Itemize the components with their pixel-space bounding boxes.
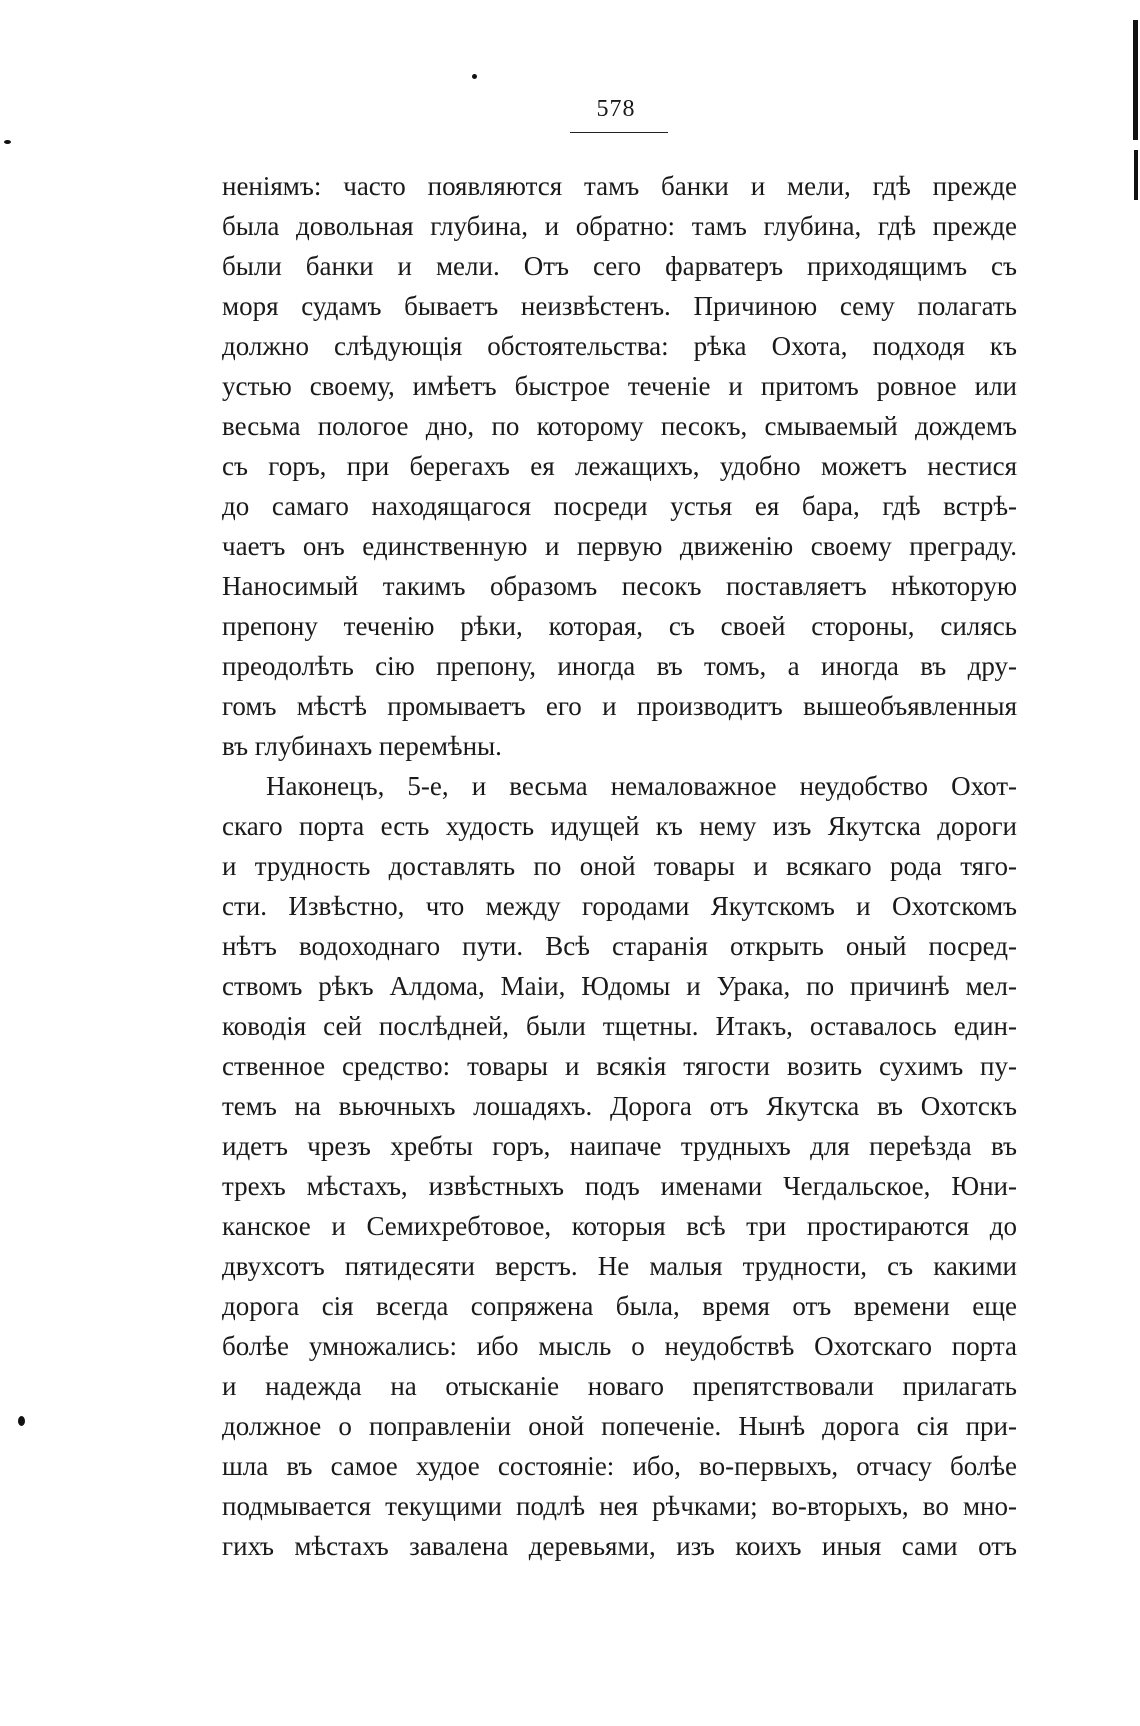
- text-line: были банки и мели. Отъ сего фарватеръ приходящимъ съ: [222, 251, 1017, 281]
- text-line: гихъ мѣстахъ завалена деревьями, изъ коихъ иныя сами отъ: [222, 1531, 1017, 1561]
- text-line: трехъ мѣстахъ, извѣстныхъ подъ именами Чегдальское, Юни-: [222, 1171, 1017, 1201]
- text-line: должное о поправленіи оной попеченіе. Нынѣ дорога сія при-: [222, 1411, 1017, 1441]
- text-line: болѣе умножались: ибо мысль о неудобствѣ Охотскаго порта: [222, 1331, 1017, 1361]
- text-line: шла въ самое худое состояніе: ибо, во-первыхъ, отчасу болѣе: [222, 1451, 1017, 1481]
- scan-speck: [472, 74, 477, 79]
- text-line: и трудность доставлять по оной товары и всякаго рода тяго-: [222, 851, 1017, 881]
- text-line: ствомъ рѣкъ Алдома, Маіи, Юдомы и Урака, по причинѣ мел-: [222, 971, 1017, 1001]
- text-line: съ горъ, при берегахъ ея лежащихъ, удобно можетъ нестися: [222, 451, 1017, 481]
- text-line: подмывается текущими подлѣ нея рѣчками; во-вторыхъ, во мно-: [222, 1491, 1017, 1521]
- text-line: нѣтъ водоходнаго пути. Всѣ старанія открыть оный посред-: [222, 931, 1017, 961]
- text-line: Наконецъ, 5-е, и весьма немаловажное неудобство Охот-: [266, 771, 1017, 801]
- text-line: неніямъ: часто появляются тамъ банки и мели, гдѣ прежде: [222, 171, 1017, 201]
- text-line: гомъ мѣстѣ промываетъ его и производитъ вышеобъявленныя: [222, 691, 1017, 721]
- text-line: весьма пологое дно, по которому песокъ, смываемый дождемъ: [222, 411, 1017, 441]
- text-line: должно слѣдующія обстоятельства: рѣка Охота, подходя къ: [222, 331, 1017, 361]
- text-line: до самаго находящагося посреди устья ея бара, гдѣ встрѣ-: [222, 491, 1017, 521]
- text-line: скаго порта есть худость идущей къ нему изъ Якутска дороги: [222, 811, 1017, 841]
- text-line: преодолѣть сію препону, иногда въ томъ, а иногда въ дру-: [222, 651, 1017, 681]
- paragraph: [222, 766, 1017, 1566]
- text-line: моря судамъ бываетъ неизвѣстенъ. Причиною сему полагать: [222, 291, 1017, 321]
- scan-edge-mark: [1134, 150, 1138, 200]
- scan-edge-mark: [1133, 20, 1138, 140]
- text-line: устью своему, имѣетъ быстрое теченіе и притомъ ровное или: [222, 371, 1017, 401]
- text-line: двухсотъ пятидесяти верстъ. Не малыя трудности, съ какими: [222, 1251, 1017, 1281]
- page-number: 578: [596, 96, 636, 122]
- text-line: дорога сія всегда сопряжена была, время отъ времени еще: [222, 1291, 1017, 1321]
- text-line: ственное средство: товары и всякія тягости возить сухимъ пу-: [222, 1051, 1017, 1081]
- text-line: чаетъ онъ единственную и первую движенію своему преграду.: [222, 531, 1017, 561]
- text-line: канское и Семихребтовое, которыя всѣ три простираются до: [222, 1211, 1017, 1241]
- text-line: ководія сей послѣдней, были тщетны. Итакъ, оставалось един-: [222, 1011, 1017, 1041]
- body-text: [222, 166, 1017, 1566]
- text-line: была довольная глубина, и обратно: тамъ глубина, гдѣ прежде: [222, 211, 1017, 241]
- text-line: темъ на вьючныхъ лошадяхъ. Дорога отъ Якутска въ Охотскъ: [222, 1091, 1017, 1121]
- text-line: въ глубинахъ перемѣны.: [222, 731, 502, 761]
- text-line: и надежда на отысканіе новаго препятствовали прилагать: [222, 1371, 1017, 1401]
- text-line: Наносимый такимъ образомъ песокъ поставляетъ нѣкоторую: [222, 571, 1017, 601]
- text-line: препону теченію рѣки, которая, съ своей стороны, силясь: [222, 611, 1017, 641]
- scan-speck: [18, 1416, 25, 1426]
- scan-speck: [4, 140, 11, 144]
- text-line: идетъ чрезъ хребты горъ, наипаче трудныхъ для переѣзда въ: [222, 1131, 1017, 1161]
- text-line: сти. Извѣстно, что между городами Якутскомъ и Охотскомъ: [222, 891, 1017, 921]
- page-number-rule: [570, 132, 668, 133]
- paragraph: [222, 166, 1017, 766]
